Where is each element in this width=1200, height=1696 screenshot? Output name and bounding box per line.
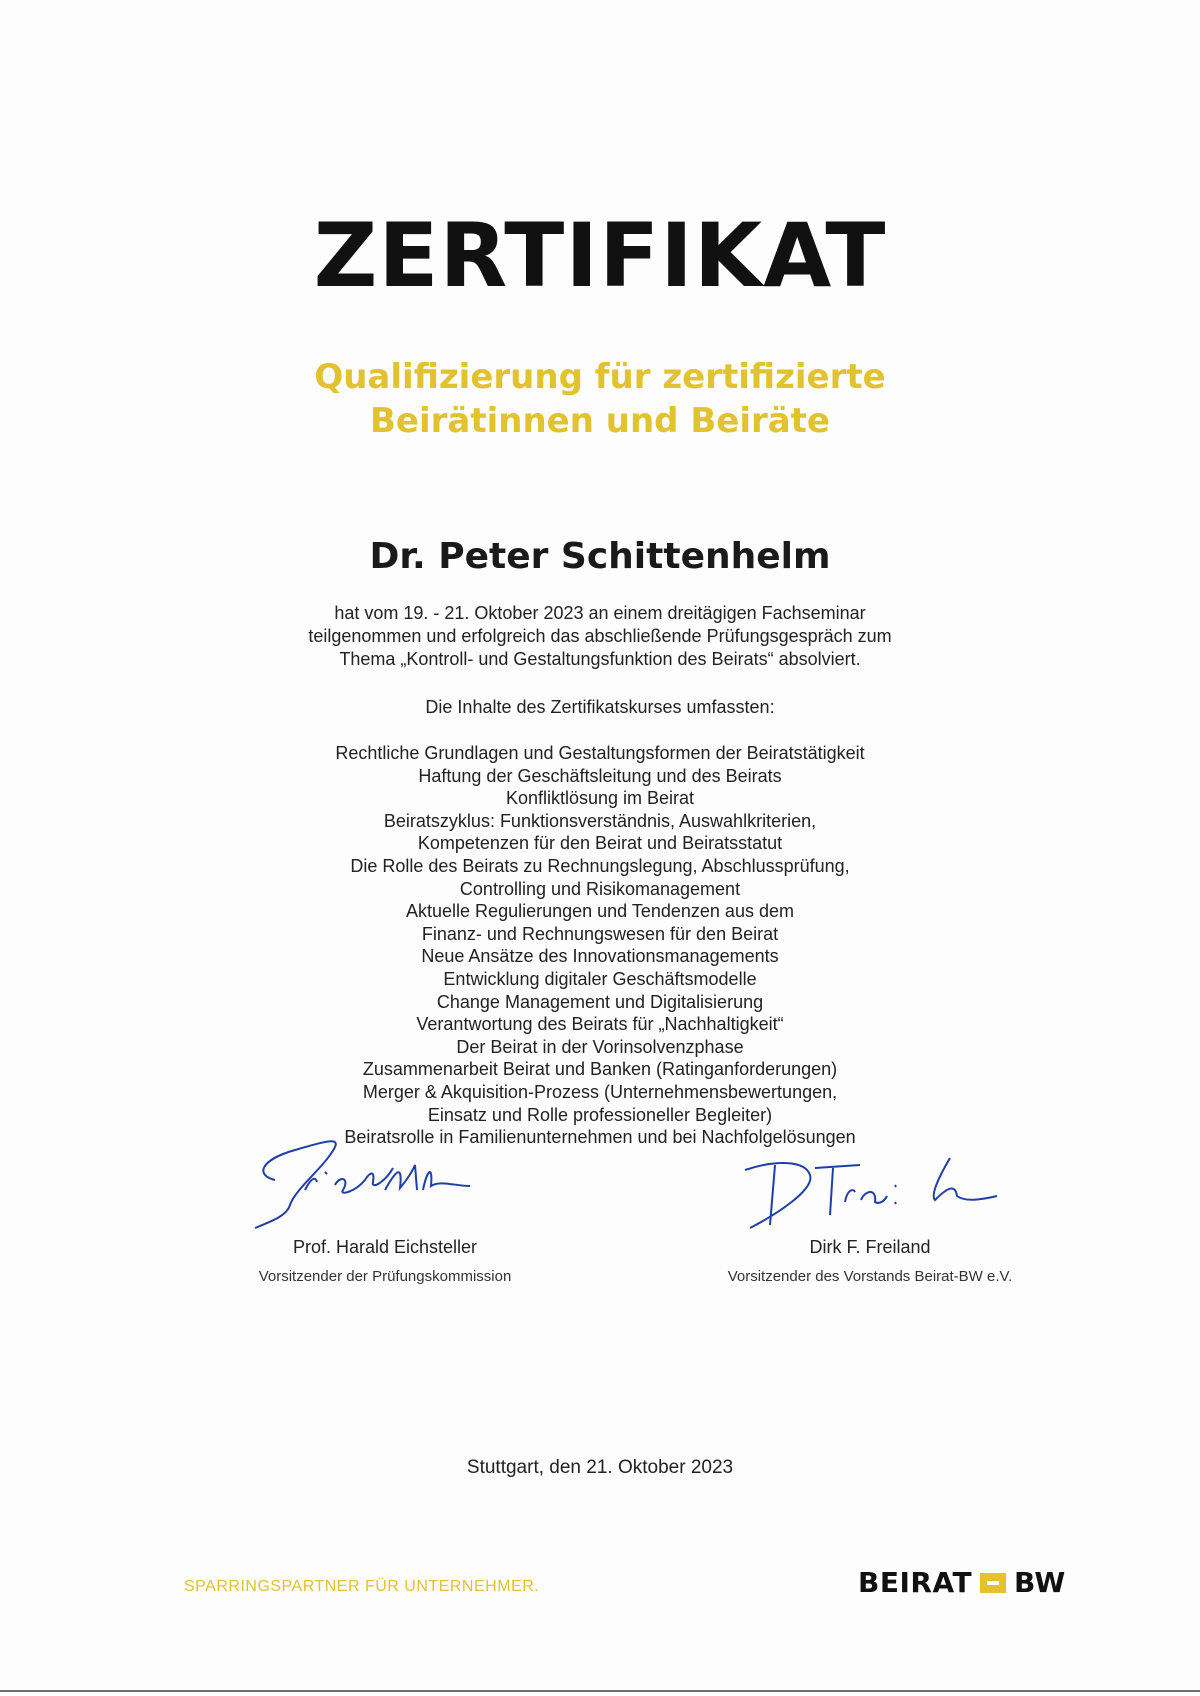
- intro-line: teilgenommen und erfolgreich das abschließende Prüfungsgespräch zum: [308, 626, 892, 646]
- signature-icon: [735, 1130, 1015, 1230]
- contents-heading: Die Inhalte des Zertifikatskurses umfassten:: [425, 697, 775, 717]
- contents-item: Beiratsrolle in Familienunternehmen und bei Nachfolgelösungen: [344, 1127, 856, 1148]
- intro-paragraph: [0, 602, 1200, 671]
- signatory-role-right: Vorsitzender des Vorstands Beirat-BW e.V.: [727, 1268, 1013, 1285]
- contents-item: Controlling und Risikomanagement: [459, 878, 741, 899]
- recipient-name: Dr. Peter Schittenhelm: [369, 536, 831, 577]
- contents-item: Neue Ansätze des Innovationsmanagements: [421, 946, 779, 967]
- intro-line: hat vom 19. - 21. Oktober 2023 an einem dreitägigen Fachseminar: [334, 603, 866, 623]
- beirat-bw-logo: [858, 1566, 1066, 1599]
- signature-block-right: [690, 1235, 1050, 1285]
- intro-line: Thema „Kontroll- und Gestaltungsfunktion des Beirats“ absolviert.: [339, 649, 861, 669]
- contents-item: Beiratszyklus: Funktionsverständnis, Auswahlkriterien,: [383, 810, 817, 831]
- contents-list: [0, 742, 1200, 1149]
- contents-item: Kompetenzen für den Beirat und Beiratsstatut: [417, 833, 783, 854]
- contents-item: Haftung der Geschäftsleitung und des Beirats: [418, 765, 782, 786]
- contents-item: Die Rolle des Beirats zu Rechnungslegung, Abschlussprüfung,: [350, 855, 850, 876]
- logo-text-right: BW: [1014, 1566, 1066, 1599]
- certificate-subtitle: [0, 355, 1200, 443]
- contents-item: Finanz- und Rechnungswesen für den Beirat: [421, 923, 779, 944]
- bottom-edge-line: [0, 1690, 1200, 1692]
- signature-block-left: [205, 1235, 565, 1285]
- signatory-name-left: Prof. Harald Eichsteller: [292, 1237, 478, 1257]
- contents-item: Einsatz und Rolle professioneller Begleiter): [427, 1104, 773, 1125]
- logo-square-icon: [980, 1573, 1006, 1593]
- contents-item: Zusammenarbeit Beirat und Banken (Ratinganforderungen): [362, 1059, 838, 1080]
- subtitle-line: Qualifizierung für zertifizierte: [314, 357, 886, 397]
- contents-item: Aktuelle Regulierungen und Tendenzen aus dem: [406, 901, 794, 922]
- logo-text-left: BEIRAT: [858, 1566, 973, 1599]
- contents-item: Merger & Akquisition-Prozess (Unternehmensbewertungen,: [362, 1081, 838, 1102]
- place-date: Stuttgart, den 21. Oktober 2023: [466, 1457, 734, 1478]
- footer-tagline: SPARRINGSPARTNER FÜR UNTERNEHMER.: [184, 1578, 540, 1595]
- contents-item: Change Management und Digitalisierung: [436, 991, 764, 1012]
- contents-item: Rechtliche Grundlagen und Gestaltungsformen der Beiratstätigkeit: [335, 743, 865, 763]
- contents-item: Der Beirat in der Vorinsolvenzphase: [456, 1036, 744, 1057]
- contents-item: Verantwortung des Beirats für „Nachhaltigkeit“: [416, 1014, 784, 1035]
- certificate-title: ZERTIFIKAT: [313, 204, 887, 307]
- subtitle-line: Beirätinnen und Beiräte: [370, 401, 830, 441]
- contents-item: Entwicklung digitaler Geschäftsmodelle: [443, 968, 757, 989]
- signature-icon: [235, 1120, 495, 1230]
- signatory-role-left: Vorsitzender der Prüfungskommission: [258, 1268, 512, 1285]
- signatory-name-right: Dirk F. Freiland: [809, 1237, 931, 1257]
- contents-item: Konfliktlösung im Beirat: [505, 788, 695, 809]
